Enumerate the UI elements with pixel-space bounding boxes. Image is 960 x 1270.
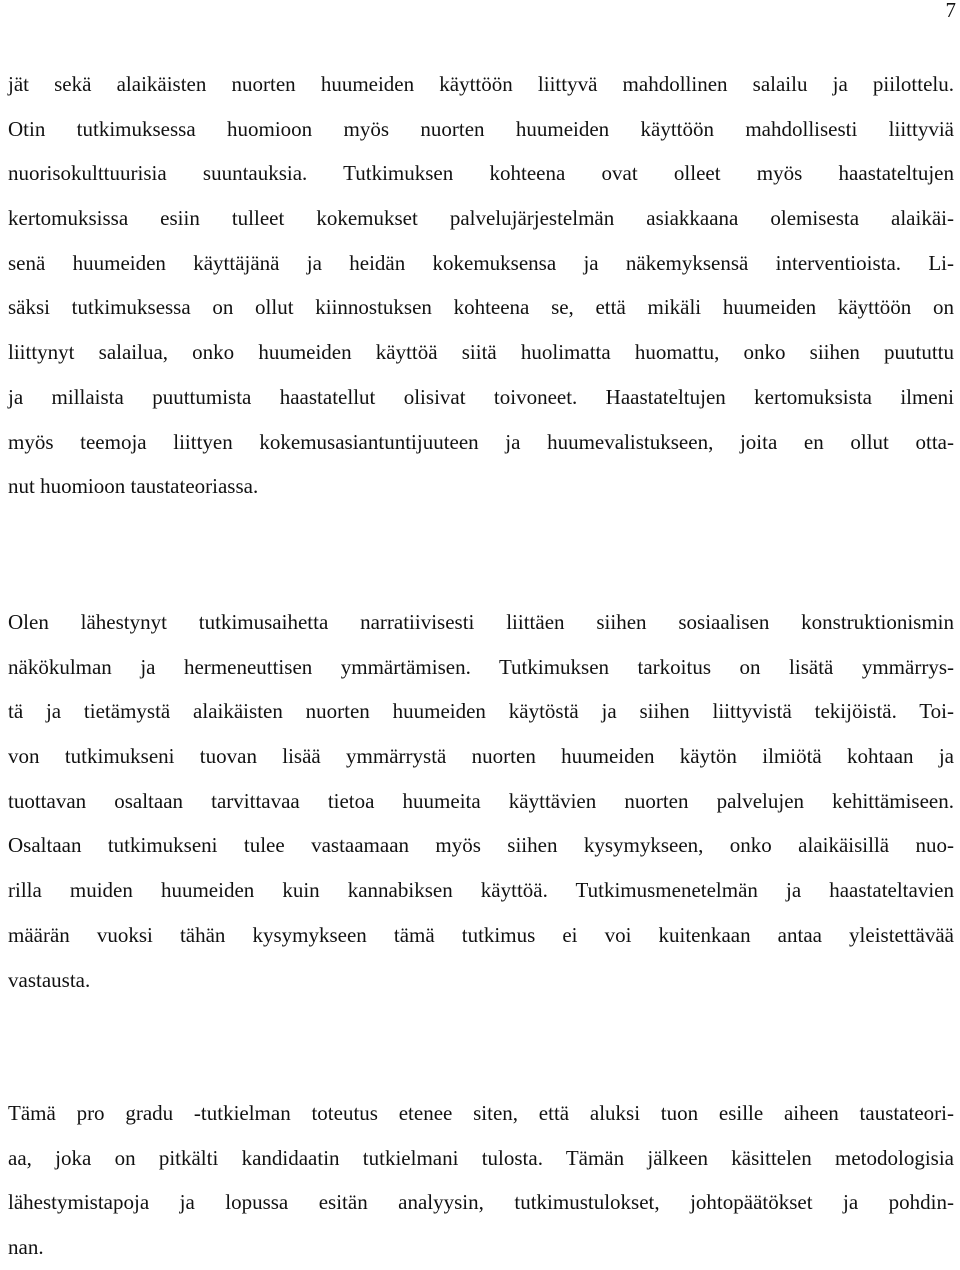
text-line: senä huumeiden käyttäjänä ja heidän kokemuksensa ja näkemyksensä interventioista. Li- [8,250,954,275]
text-line: ja millaista puuttumista haastatellut olisivat toivoneet. Haastateltujen kertomuksista ilmeni [8,384,954,409]
paragraph-3 [8,1091,954,1270]
text-line: lähestymistapoja ja lopussa esitän analyysin, tutkimustulokset, johtopäätökset ja pohdin- [8,1190,954,1215]
text-line: tä ja tietämystä alaikäisten nuorten huumeiden käytöstä ja siihen liittyvistä tekijöistä. Toi- [8,699,954,724]
paragraph-1 [8,62,954,509]
text-line: Osaltaan tutkimukseni tulee vastaamaan myös siihen kysymykseen, onko alaikäisillä nuo- [8,833,954,858]
text-line: määrän vuoksi tähän kysymykseen tämä tutkimus ei voi kuitenkaan antaa yleistettävää [8,922,954,947]
text-line: von tutkimukseni tuovan lisää ymmärrystä nuorten huumeiden käytön ilmiötä kohtaan ja [8,744,954,769]
text-line: nuorisokulttuurisia suuntauksia. Tutkimuksen kohteena ovat olleet myös haastateltujen [8,161,954,186]
text-line: Tämä pro gradu -tutkielman toteutus etenee siten, että aluksi tuon esille aiheen taustateori- [8,1101,954,1125]
text-line: säksi tutkimuksessa on ollut kiinnostuksen kohteena se, että mikäli huumeiden käyttöön on [8,295,954,320]
text-line: näkökulman ja hermeneuttisen ymmärtämisen. Tutkimuksen tarkoitus on lisätä ymmärrys- [8,654,954,679]
text-line: vastausta. [8,967,91,992]
text-line: nut huomioon taustateoriassa. [8,474,259,499]
text-line: kertomuksissa esiin tulleet kokemukset palvelujärjestelmän asiakkaana olemisesta alaikäi- [8,206,954,231]
text-line: rilla muiden huumeiden kuin kannabiksen käyttöä. Tutkimusmenetelmän ja haastateltavien [8,878,954,903]
text-line: liittynyt salailua, onko huumeiden käyttöä siitä huolimatta huomattu, onko siihen puututtu [8,340,954,365]
text-line: myös teemoja liittyen kokemusasiantuntijuuteen ja huumevalistukseen, joita en ollut otta- [8,429,954,454]
text-line: Olen lähestynyt tutkimusaihetta narratiivisesti liittäen siihen sosiaalisen konstruktionismin [8,610,954,634]
text-line: tuottavan osaltaan tarvittavaa tietoa huumeita käyttävien nuorten palvelujen kehittämiseen. [8,788,954,813]
text-line: aa, joka on pitkälti kandidaatin tutkielmani tulosta. Tämän jälkeen käsittelen metodologisia [8,1145,954,1170]
page-number: 7 [945,0,956,22]
text-line: Otin tutkimuksessa huomioon myös nuorten huumeiden käyttöön mahdollisesti liittyviä [8,116,954,141]
text-line: nan. [8,1235,44,1260]
text-line: jät sekä alaikäisten nuorten huumeiden käyttöön liittyvä mahdollinen salailu ja piilottelu. [8,72,954,96]
paragraph-2 [8,600,954,1002]
